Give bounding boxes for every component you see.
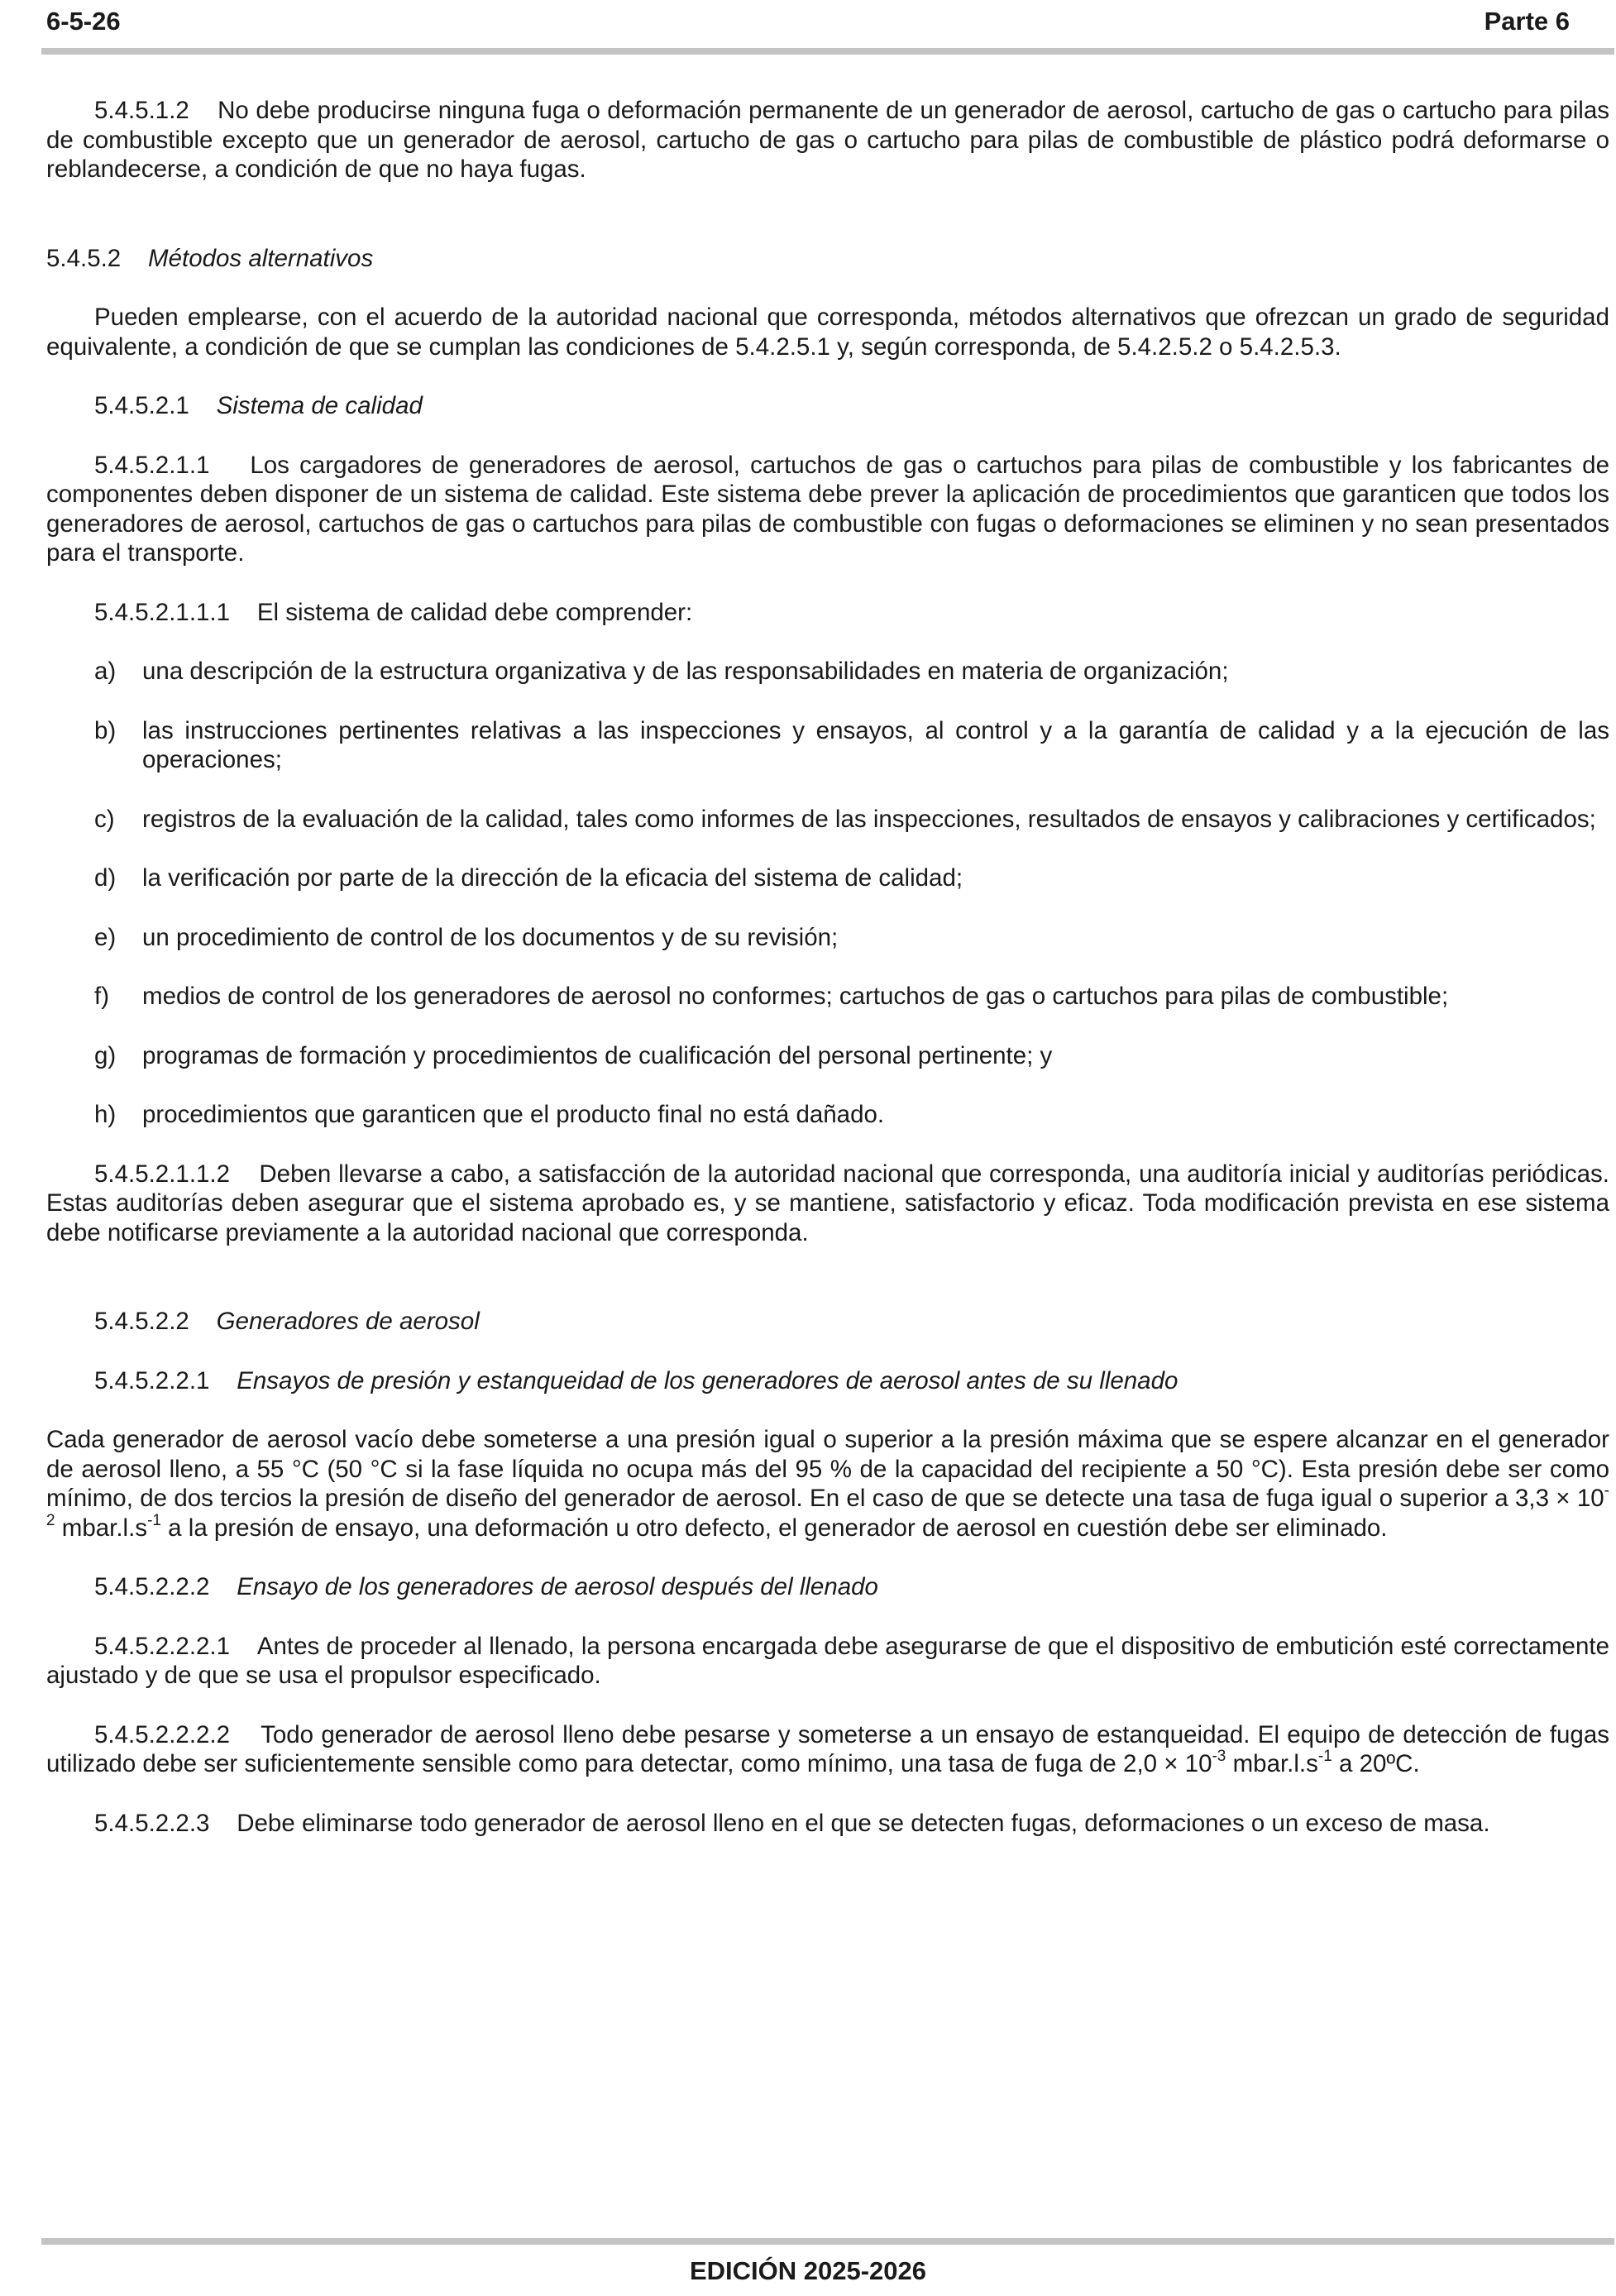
paragraph-text: a 20ºC. [1332, 1750, 1420, 1777]
paragraph-text: El sistema de calidad debe comprender: [256, 598, 693, 626]
section-title: Generadores de aerosol [216, 1308, 480, 1335]
paragraph-text: Antes de proceder al llenado, la persona encargada debe asegurarse de que el dispositivo de embutición esté correctamente ajustado y de que se usa el propulsor especificado. [46, 1632, 1609, 1689]
list-text: las instrucciones pertinentes relativas a las inspecciones y ensayos, al control y a la garantía de calidad y a la ejecución de las operaciones; [142, 716, 1609, 773]
heading-5-4-5-2-2 [46, 1307, 1609, 1337]
superscript: -3 [1212, 1748, 1226, 1766]
paragraph-5-4-5-1-2 [46, 96, 1609, 184]
list-item [46, 1041, 1609, 1071]
paragraph-5-4-5-2-2-2-1 [46, 1632, 1609, 1691]
list-letter: g) [94, 1041, 117, 1069]
paragraph-5-4-5-2: Pueden emplearse, con el acuerdo de la autoridad nacional que corresponda, métodos alternativos que ofrezcan un grado de seguridad equivalente, a condición de que se cumplan las condiciones de 5.4.2.5.1 y, según corresponda, de 5.4.2.5.2 o 5.4.2.5.3. [46, 304, 1609, 361]
paragraph-text: a la presión de ensayo, una deformación u otro defecto, el generador de aerosol en cuestión debe ser eliminado. [160, 1514, 1388, 1542]
section-number: 5.4.5.2 [46, 244, 122, 272]
section-number: 5.4.5.2.2.2.1 [94, 1632, 231, 1660]
list-letter: f) [94, 983, 110, 1010]
edition-footer: EDICIÓN 2025-2026 [689, 2256, 927, 2285]
paragraph-text: mbar.l.s [1226, 1750, 1318, 1777]
superscript: -1 [147, 1511, 161, 1529]
section-number: 5.4.5.2.2.2 [94, 1573, 210, 1600]
section-number: 5.4.5.2.1.1.1 [94, 598, 231, 626]
section-title: Métodos alternativos [148, 244, 374, 272]
paragraph-5-4-5-2-2-3 [46, 1809, 1609, 1839]
heading-5-4-5-2 [46, 244, 1609, 274]
paragraph-5-4-5-2-2-1 [46, 1425, 1609, 1543]
list-text: una descripción de la estructura organizativa y de las responsabilidades en materia de organización; [142, 658, 1229, 685]
section-number: 5.4.5.1.2 [94, 97, 189, 124]
paragraph-5-4-5-2-1-1-2 [46, 1160, 1609, 1248]
page-number: 6-5-26 [46, 7, 121, 36]
paragraph-text: mbar.l.s [55, 1514, 148, 1542]
part-label: Parte 6 [1484, 7, 1570, 36]
section-number: 5.4.5.2.2.1 [94, 1366, 210, 1394]
section-number: 5.4.5.2.1 [94, 392, 189, 419]
list-letter: e) [94, 923, 117, 951]
section-number: 5.4.5.2.2.3 [94, 1809, 210, 1837]
list-letter: c) [94, 805, 115, 833]
paragraph-5-4-5-2-2-2-2 [46, 1720, 1609, 1779]
list-letter: a) [94, 658, 117, 685]
section-number: 5.4.5.2.1.1.2 [94, 1160, 231, 1188]
paragraph-text: Cada generador de aerosol vacío debe someterse a una presión igual o superior a la presión máxima que se espere alcanzar en el generador de aerosol lleno, a 55 °C (50 °C si la fase líquida no ocupa más del 95 % de la capacidad del recipiente a 50 °C). Esta presión debe ser como mínimo, de dos tercios la presión de diseño del generador de aerosol. En el caso de que se detecte una tasa de fuga igual o superior a 3,3 × 10 [46, 1426, 1609, 1512]
paragraph-5-4-5-2-1-1-1 [46, 598, 1609, 628]
section-title: Ensayos de presión y estanqueidad de los generadores de aerosol antes de su llenado [237, 1366, 1179, 1394]
list-item [46, 716, 1609, 775]
paragraph-5-4-5-2-1-1 [46, 451, 1609, 568]
list-text: un procedimiento de control de los documentos y de su revisión; [142, 923, 839, 951]
section-number: 5.4.5.2.1.1 [94, 451, 210, 479]
paragraph-text: Deben llevarse a cabo, a satisfacción de la autoridad nacional que corresponda, una auditoría inicial y auditorías periódicas. Estas auditorías deben asegurar que el sistema aprobado es, y se mantiene, satisfactorio y eficaz. Toda modificación prevista en ese sistema debe notificarse previamente a la autoridad nacional que corresponda. [46, 1160, 1609, 1246]
list-item [46, 1100, 1609, 1130]
list-item [46, 863, 1609, 893]
footer-divider [41, 2238, 1614, 2245]
document-body [46, 96, 1609, 1838]
section-title: Sistema de calidad [216, 392, 423, 419]
list-letter: b) [94, 716, 117, 744]
list-text: programas de formación y procedimientos de cualificación del personal pertinente; y [142, 1041, 1053, 1069]
header-divider [41, 48, 1614, 55]
heading-5-4-5-2-2-2 [46, 1572, 1609, 1602]
list-item [46, 805, 1609, 835]
list-item [46, 657, 1609, 686]
heading-5-4-5-2-1 [46, 391, 1609, 421]
list-text: medios de control de los generadores de aerosol no conformes; cartuchos de gas o cartuchos para pilas de combustible; [142, 983, 1449, 1010]
superscript: -2 [46, 1482, 1609, 1529]
superscript: -1 [1317, 1748, 1332, 1766]
paragraph-text: Todo generador de aerosol lleno debe pesarse y someterse a un ensayo de estanqueidad. El equipo de detección de fugas utilizado debe ser suficientemente sensible como para detectar, como mínimo, una tasa de fuga de 2,0 × 10 [46, 1720, 1609, 1777]
heading-5-4-5-2-2-1 [46, 1366, 1609, 1396]
section-title: Ensayo de los generadores de aerosol después del llenado [237, 1573, 878, 1600]
list-text: registros de la evaluación de la calidad, tales como informes de las inspecciones, resultados de ensayos y calibraciones y certificados; [142, 805, 1596, 833]
list-text: la verificación por parte de la dirección de la eficacia del sistema de calidad; [142, 864, 963, 892]
paragraph-text: No debe producirse ninguna fuga o deformación permanente de un generador de aerosol, cartucho de gas o cartucho para pilas de combustible excepto que un generador de aerosol, cartucho de gas o cartucho para pilas de combustible de plástico podrá deformarse o reblandecerse, a condición de que no haya fugas. [46, 97, 1609, 183]
paragraph-text: Debe eliminarse todo generador de aerosol lleno en el que se detecten fugas, deformaciones o un exceso de masa. [237, 1809, 1490, 1837]
list-text: procedimientos que garanticen que el producto final no está dañado. [142, 1101, 885, 1128]
page-header [46, 7, 1570, 43]
section-number: 5.4.5.2.2 [94, 1308, 189, 1335]
list-item [46, 923, 1609, 953]
list-letter: d) [94, 864, 117, 892]
paragraph-text: Los cargadores de generadores de aerosol, cartuchos de gas o cartuchos para pilas de combustible y los fabricantes de componentes deben disponer de un sistema de calidad. Este sistema debe prever la aplicación de procedimientos que garanticen que todos los generadores de aerosol, cartuchos de gas o cartuchos para pilas de combustible con fugas o deformaciones se eliminen y no sean presentados para el transporte. [46, 451, 1609, 567]
list-letter: h) [94, 1101, 117, 1128]
section-number: 5.4.5.2.2.2.2 [94, 1720, 231, 1748]
list-item [46, 982, 1609, 1012]
